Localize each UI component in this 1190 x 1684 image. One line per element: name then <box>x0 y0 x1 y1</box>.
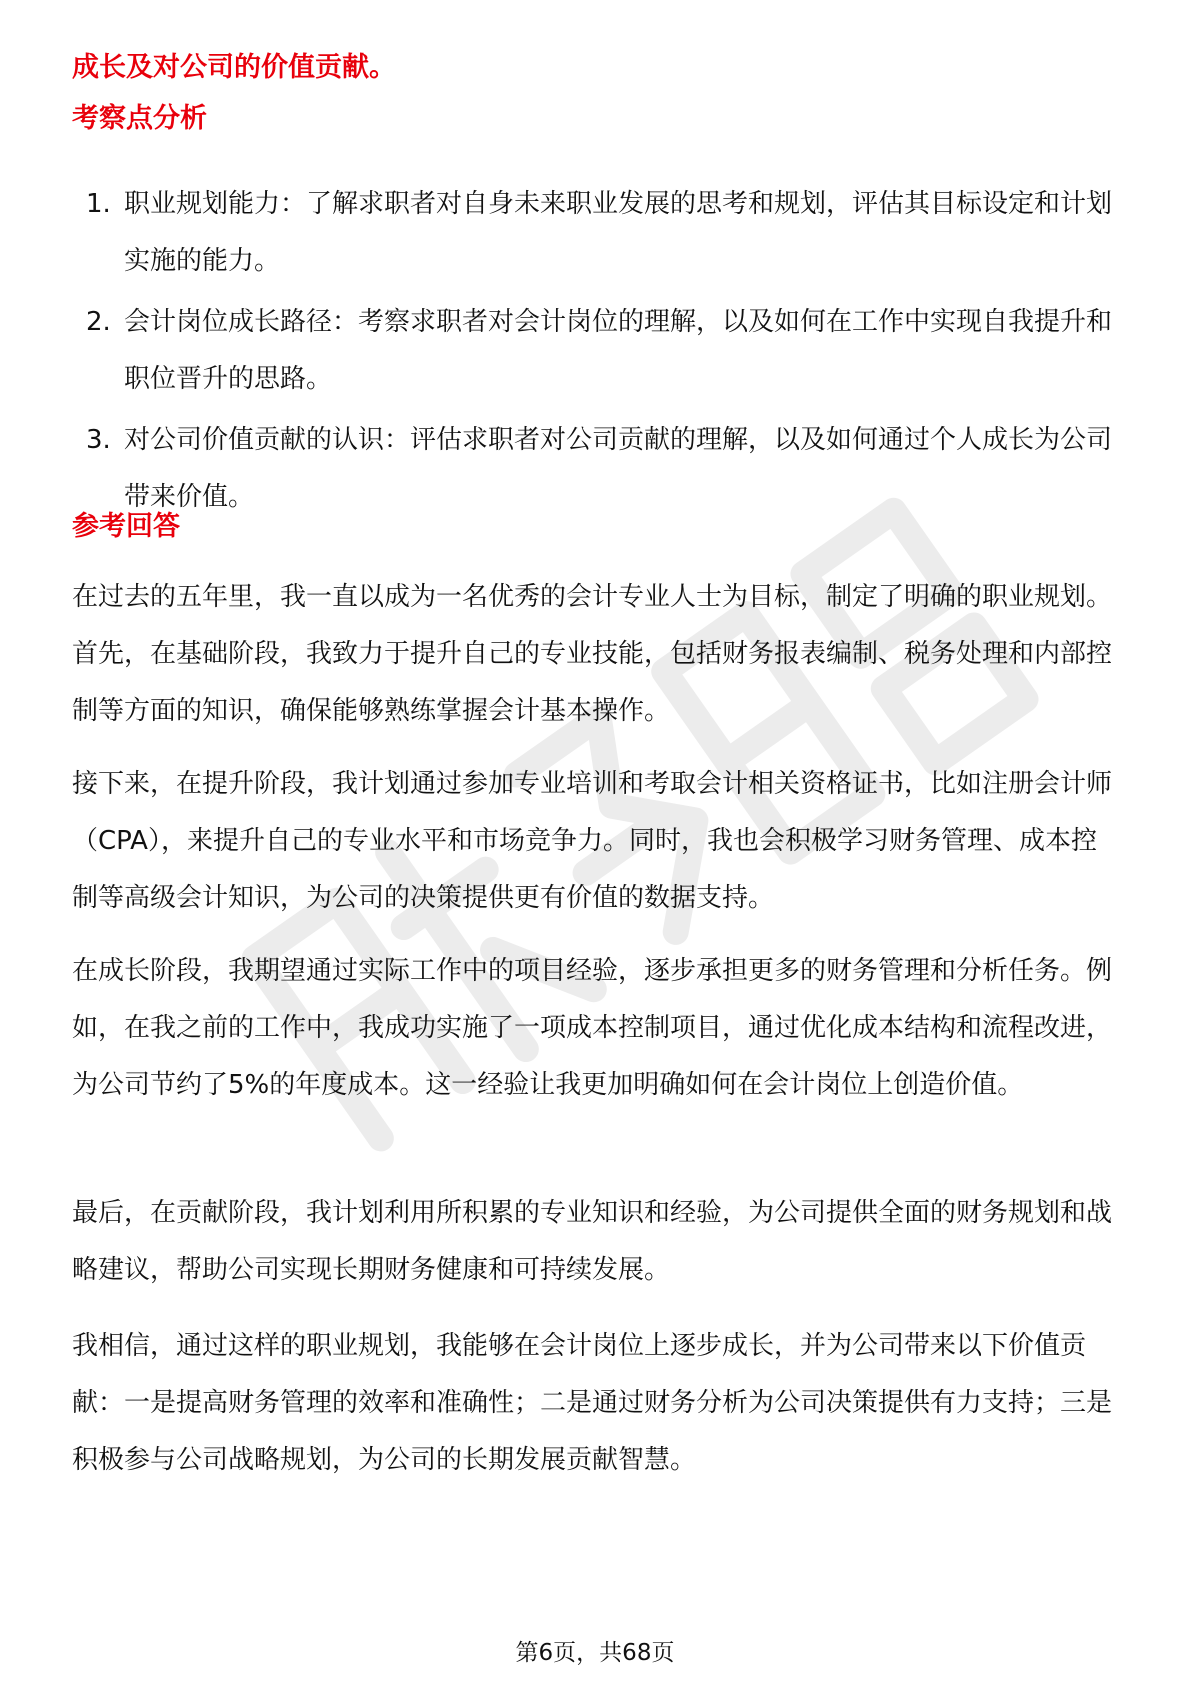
analysis-list <box>72 176 1122 526</box>
list-item-number: 2. <box>86 307 111 337</box>
page-number: 第6页，共68页 <box>515 1640 675 1666</box>
section-title-analysis: 考察点分析 <box>72 103 207 134</box>
answer-paragraph: 在过去的五年里，我一直以成为一名优秀的会计专业人士为目标，制定了明确的职业规划。首先，在基础阶段，我致力于提升自己的专业技能，包括财务报表编制、税务处理和内部控制等方面的知识，确保能够熟练掌握会计基本操作。 <box>72 582 1113 726</box>
list-item-number: 3. <box>86 425 111 455</box>
list-item-text: 会计岗位成长路径：考察求职者对会计岗位的理解，以及如何在工作中实现自我提升和职位晋升的思路。 <box>124 307 1113 394</box>
list-item <box>72 412 1122 526</box>
continued-heading: 成长及对公司的价值贡献。 <box>72 52 396 83</box>
section-title-answer: 参考回答 <box>72 511 180 542</box>
list-item-text: 职业规划能力：了解求职者对自身未来职业发展的思考和规划，评估其目标设定和计划实施的能力。 <box>124 189 1113 276</box>
list-item-number: 1. <box>86 189 111 219</box>
answer-paragraph: 接下来，在提升阶段，我计划通过参加专业培训和考取会计相关资格证书，比如注册会计师（CPA），来提升自己的专业水平和市场竞争力。同时，我也会积极学习财务管理、成本控制等高级会计知识，为公司的决策提供更有价值的数据支持。 <box>72 769 1113 913</box>
list-item-text: 对公司价值贡献的认识：评估求职者对公司贡献的理解，以及如何通过个人成长为公司带来价值。 <box>124 425 1113 512</box>
list-item <box>72 294 1122 408</box>
answer-paragraph: 最后，在贡献阶段，我计划利用所积累的专业知识和经验，为公司提供全面的财务规划和战略建议，帮助公司实现长期财务健康和可持续发展。 <box>72 1198 1113 1285</box>
list-item <box>72 176 1122 290</box>
answer-paragraph: 在成长阶段，我期望通过实际工作中的项目经验，逐步承担更多的财务管理和分析任务。例如，在我之前的工作中，我成功实施了一项成本控制项目，通过优化成本结构和流程改进，为公司节约了5%的年度成本。这一经验让我更加明确如何在会计岗位上创造价值。 <box>72 956 1113 1100</box>
answer-paragraph: 我相信，通过这样的职业规划，我能够在会计岗位上逐步成长，并为公司带来以下价值贡献：一是提高财务管理的效率和准确性；二是通过财务分析为公司决策提供有力支持；三是积极参与公司战略规划，为公司的长期发展贡献智慧。 <box>72 1331 1113 1475</box>
